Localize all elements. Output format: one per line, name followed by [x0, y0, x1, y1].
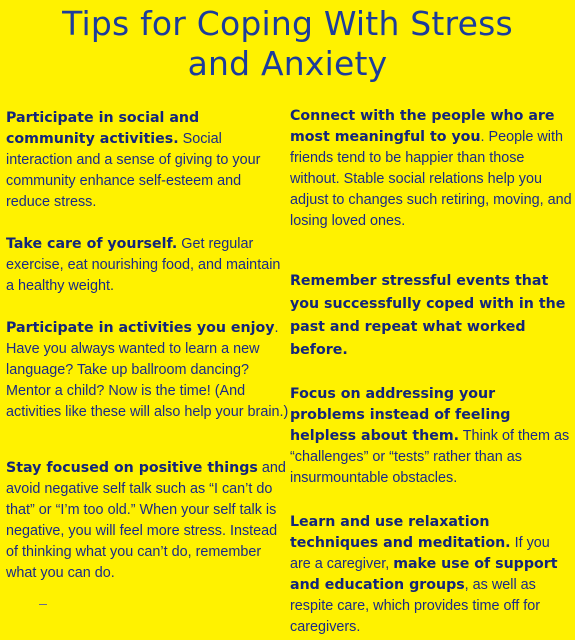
tip-body: and avoid negative self talk such as “I can’t do that” or “I’m too old.” When your self talk is negative, you will feel more stress. Instead of thinking what you can’t do, remember what you can do.	[6, 460, 286, 581]
tip-connect-people	[290, 106, 572, 232]
tip-address-problems	[290, 384, 572, 489]
tip-enjoy-activities	[6, 318, 290, 423]
tip-heading: Learn and use relaxation techniques and meditation.	[290, 514, 511, 551]
tip-social-activities	[6, 108, 288, 213]
tip-heading: Participate in social and community activities.	[6, 110, 200, 147]
tip-heading: Remember stressful events that you successfully coped with in the past and repeat what worked before.	[290, 273, 566, 358]
tip-heading: Focus on addressing your problems instead of feeling helpless about them.	[290, 386, 511, 444]
tip-heading: Connect with the people who are most meaningful to you	[290, 108, 555, 145]
title-line-2: and Anxiety	[187, 44, 388, 83]
stray-mark	[39, 604, 47, 605]
tip-self-care	[6, 234, 288, 297]
tip-body: , as well as respite care, which provides time off for caregivers.	[290, 577, 541, 635]
tip-body: . Have you always wanted to learn a new language? Take up ballroom dancing? Mentor a child? Now is the time! (And activities like these will also help your brain.)	[6, 320, 289, 420]
title-line-1: Tips for Coping With Stress	[62, 4, 513, 43]
tip-heading: Participate in activities you enjoy	[6, 320, 275, 336]
tip-relaxation	[290, 512, 572, 638]
tip-remember-coping	[290, 270, 572, 362]
tip-body: Get regular exercise, eat nourishing food, and maintain a healthy weight.	[6, 236, 281, 294]
tip-body: . People with friends tend to be happier than those without. Stable social relations help you adjust to changes such retiring, moving, and losing loved ones.	[290, 129, 572, 229]
tip-heading: Take care of yourself.	[6, 236, 178, 252]
tip-body: Think of them as “challenges” or “tests” rather than as insurmountable obstacles.	[290, 428, 570, 486]
tip-heading-inline: make use of support and education groups	[290, 556, 558, 593]
page-title	[0, 4, 575, 84]
tip-body: Social interaction and a sense of giving to your community enhance self-esteem and reduce stress.	[6, 131, 261, 210]
tip-positive-focus	[6, 458, 288, 584]
tip-heading: Stay focused on positive things	[6, 460, 258, 476]
tip-body: If you are a caregiver,	[290, 535, 550, 572]
